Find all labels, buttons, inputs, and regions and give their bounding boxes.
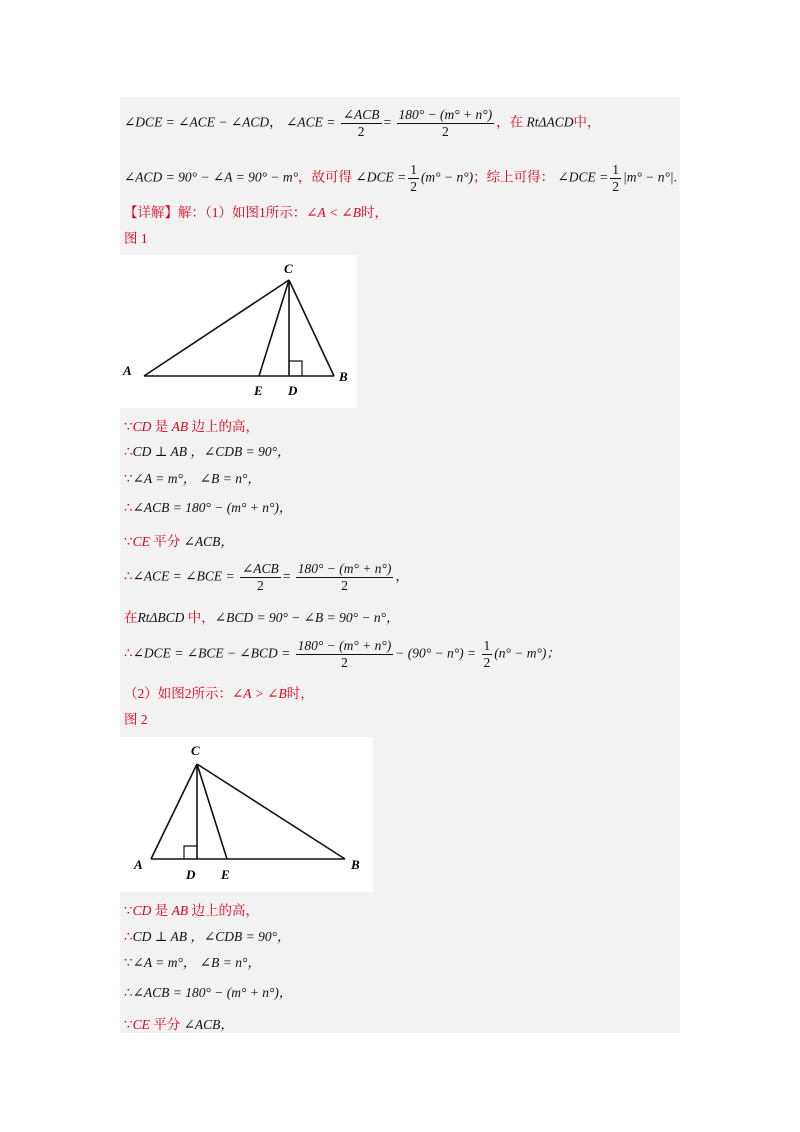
triangle-diagram-2 [120, 737, 373, 892]
figure-2-caption: 图 2 [124, 712, 148, 727]
step-7: 在RtΔBCD 中，∠BCD = 90° − ∠B = 90° − n°， [124, 610, 400, 625]
step-4: ∴∠ACB = 180° − (m° + n°)， [124, 500, 293, 515]
solution-line-2: ∠ACD = 90° − ∠A = 90° − m°，故可得 ∠DCE = $\frac{1}{2}$ (m° − n°)；综上可得： ∠DCE = $\frac{1}{2}$ |m° − n°|. [124, 162, 677, 194]
vertex-label-b: B [339, 369, 348, 384]
step-8: ∴∠DCE = ∠BCE − ∠BCD = $\frac{180^\circ - (m^\circ + n^\circ)}{2}$ − (90° − n°) = $\frac{1}{2}$ (n° − m°)； [124, 638, 560, 670]
triangle-diagram-1 [120, 255, 357, 408]
fraction: $\frac{1}{2}$ [612, 162, 620, 194]
detail-heading: 【详解】解：（1）如图1所示：∠A < ∠B时， [124, 205, 388, 220]
triangle-acd: RtΔACD [526, 114, 574, 130]
step-2-2: ∴CD ⊥ AB ，∠CDB = 90°， [124, 929, 291, 944]
step-2-5: ∵CE 平分 ∠ACB， [124, 1017, 234, 1032]
point-label-d: D [288, 383, 298, 398]
point-label-e: E [221, 867, 230, 882]
figure-2 [120, 737, 373, 892]
step-2-1: ∵CD 是 AB 边上的高， [124, 903, 259, 918]
vertex-label-a: A [123, 363, 132, 378]
step-1: ∵CD 是 AB 边上的高， [124, 419, 259, 434]
step-2-4: ∴∠ACB = 180° − (m° + n°)， [124, 985, 293, 1000]
vertex-label-b: B [351, 857, 360, 872]
step-6: ∴∠ACE = ∠BCE = $\frac{\text{∠ACB}}{2}$ = $\frac{180^\circ - (m^\circ + n^\circ)}{2}$ ， [124, 561, 409, 593]
step-3: ∵∠A = m°， ∠B = n°， [124, 471, 261, 486]
fraction: $\frac{1}{2}$ [483, 638, 491, 670]
vertex-label-a: A [134, 857, 143, 872]
point-label-e: E [254, 383, 263, 398]
step-2: ∴CD ⊥ AB ，∠CDB = 90°， [124, 444, 291, 459]
point-label-d: D [186, 867, 196, 882]
figure-1 [120, 255, 357, 408]
solution-line-1: ∠DCE = ∠ACE − ∠ACD， ∠ACE = $\frac{\text{∠ACB}}{2}$ = $\frac{180^\circ - (m^\circ + n^\circ)}{2}$ ，在 RtΔACD中， [124, 107, 601, 139]
fraction: $\frac{180^\circ - (m^\circ + n^\circ)}{2}$ [297, 638, 392, 670]
step-2-3: ∵∠A = m°， ∠B = n°， [124, 955, 261, 970]
fraction: $\frac{1}{2}$ [410, 162, 417, 194]
fraction: $\frac{\text{∠ACB}}{2}$ [342, 107, 380, 139]
step-5: ∵CE 平分 ∠ACB， [124, 534, 234, 549]
formula-dce: ∠DCE = ∠ACE − ∠ACD [124, 114, 270, 130]
formula-ace: ∠ACE = [286, 114, 336, 130]
fraction: $\frac{180^\circ - (m^\circ + n^\circ)}{2}$ [398, 107, 493, 139]
vertex-label-c: C [191, 743, 200, 758]
detail-tag: 【详解】 [124, 205, 178, 220]
fraction: $\frac{\text{∠ACB}}{2}$ [241, 561, 279, 593]
part-2-heading: （2）如图2所示：∠A > ∠B时， [124, 686, 314, 701]
figure-1-caption: 图 1 [124, 231, 148, 246]
vertex-label-c: C [284, 261, 293, 276]
fraction: $\frac{180^\circ - (m^\circ + n^\circ)}{2}$ [297, 561, 392, 593]
